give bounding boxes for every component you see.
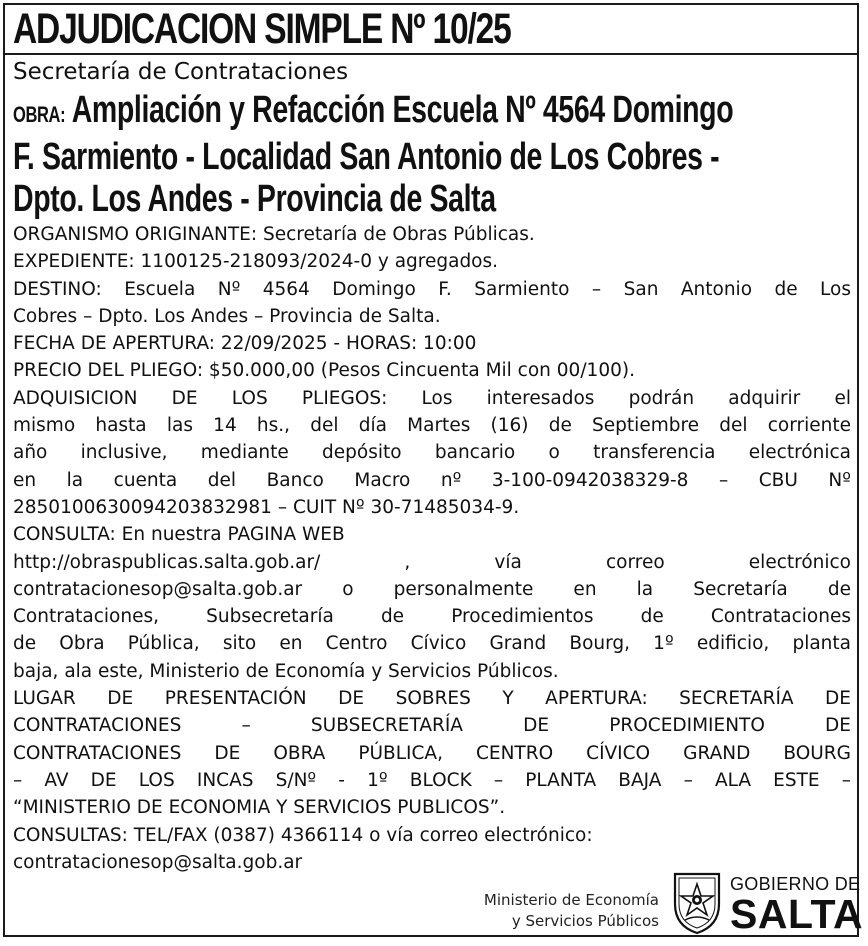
originating-agency: ORGANISMO ORIGINANTE: Secretaría de Obras Públicas. [13,224,535,245]
project-title-part-3: Dpto. Los Andes - Provincia de Salta [13,178,496,220]
inquiry-line-1: http://obraspublicas.salta.gob.ar/ , vía correo electrónico [13,551,851,573]
government-logo-line-2: SALTA [730,891,864,937]
acquisition-line-2: mismo hasta las 14 hs., del día Martes (16) de Septiembre del corriente [13,415,851,437]
acquisition-line-4: en la cuenta del Banco Macro nº 3-100-0942038329-8 – CBU Nº [13,469,851,491]
contact-phone: CONSULTAS: TEL/FAX (0387) 4366114 o vía correo electrónico: [13,824,593,846]
file-number: EXPEDIENTE: 1100125-218093/2024-0 y agregados. [13,251,499,273]
acquisition-line-3: año inclusive, mediante depósito bancario o transferencia electrónica [13,442,851,464]
document-price: PRECIO DEL PLIEGO: $50.000,00 (Pesos Cincuenta Mil con 00/100). [13,360,635,382]
footer [3,870,864,937]
project-heading-line-1 [13,89,838,136]
submission-place-line-2: CONTRATACIONES – SUBSECRETARÍA DE PROCEDIMIENTO DE [13,715,851,737]
ministry-line-2: y Servicios Públicos [511,912,659,930]
government-logo-line-1: GOBIERNO DE [730,874,861,894]
government-logo [730,874,864,937]
contact-email: contratacionesop@salta.gob.ar [13,851,303,873]
notice-title: ADJUDICACION SIMPLE Nº 10/25 [13,5,511,53]
acquisition-line-1: ADQUISICION DE LOS PLIEGOS: Los interesados podrán adquirir el [13,387,851,409]
project-title-part-2: F. Sarmiento - Localidad San Antonio de Los Cobres - [13,136,720,178]
submission-place-line-4: – AV DE LOS INCAS S/Nº - 1º BLOCK – PLANTA BAJA – ALA ESTE – [13,769,851,791]
issuing-office: Secretaría de Contrataciones [13,59,349,85]
inquiry-heading: CONSULTA: En nuestra PAGINA WEB [13,524,345,546]
project-title-part-1: Ampliación y Refacción Escuela Nº 4564 Domingo [65,89,734,131]
submission-place-line-3: CONTRATACIONES DE OBRA PÚBLICA, CENTRO CÍVICO GRAND BOURG [13,742,851,764]
destination-line-2: Cobres – Dpto. Los Andes – Provincia de Salta. [13,305,441,327]
salta-coat-of-arms-icon [671,870,723,936]
ministry-name [484,890,659,932]
title-bar [3,3,859,55]
project-label: OBRA: [13,102,66,127]
destination-line-1: DESTINO: Escuela Nº 4564 Domingo F. Sarmiento – San Antonio de Los [13,278,851,300]
inquiry-line-5: baja, ala este, Ministerio de Economía y Servicios Públicos. [13,660,559,682]
acquisition-line-5: 2850100630094203832981 – CUIT Nº 30-71485034-9. [13,496,520,518]
ministry-line-1: Ministerio de Economía [483,891,659,909]
inquiry-line-3: Contrataciones, Subsecretaría de Procedimientos de Contrataciones [13,606,851,628]
opening-date: FECHA DE APERTURA: 22/09/2025 - HORAS: 10:00 [13,333,477,355]
inquiry-line-4: de Obra Pública, sito en Centro Cívico Grand Bourg, 1º edificio, planta [13,633,851,655]
notice-body [13,221,851,876]
project-heading [13,89,838,220]
inquiry-line-2: contratacionesop@salta.gob.ar o personalmente en la Secretaría de [13,578,851,600]
submission-place-line-5: “MINISTERIO DE ECONOMIA Y SERVICIOS PUBLICOS”. [13,797,506,819]
submission-place-line-1: LUGAR DE PRESENTACIÓN DE SOBRES Y APERTURA: SECRETARÍA DE [13,688,851,710]
